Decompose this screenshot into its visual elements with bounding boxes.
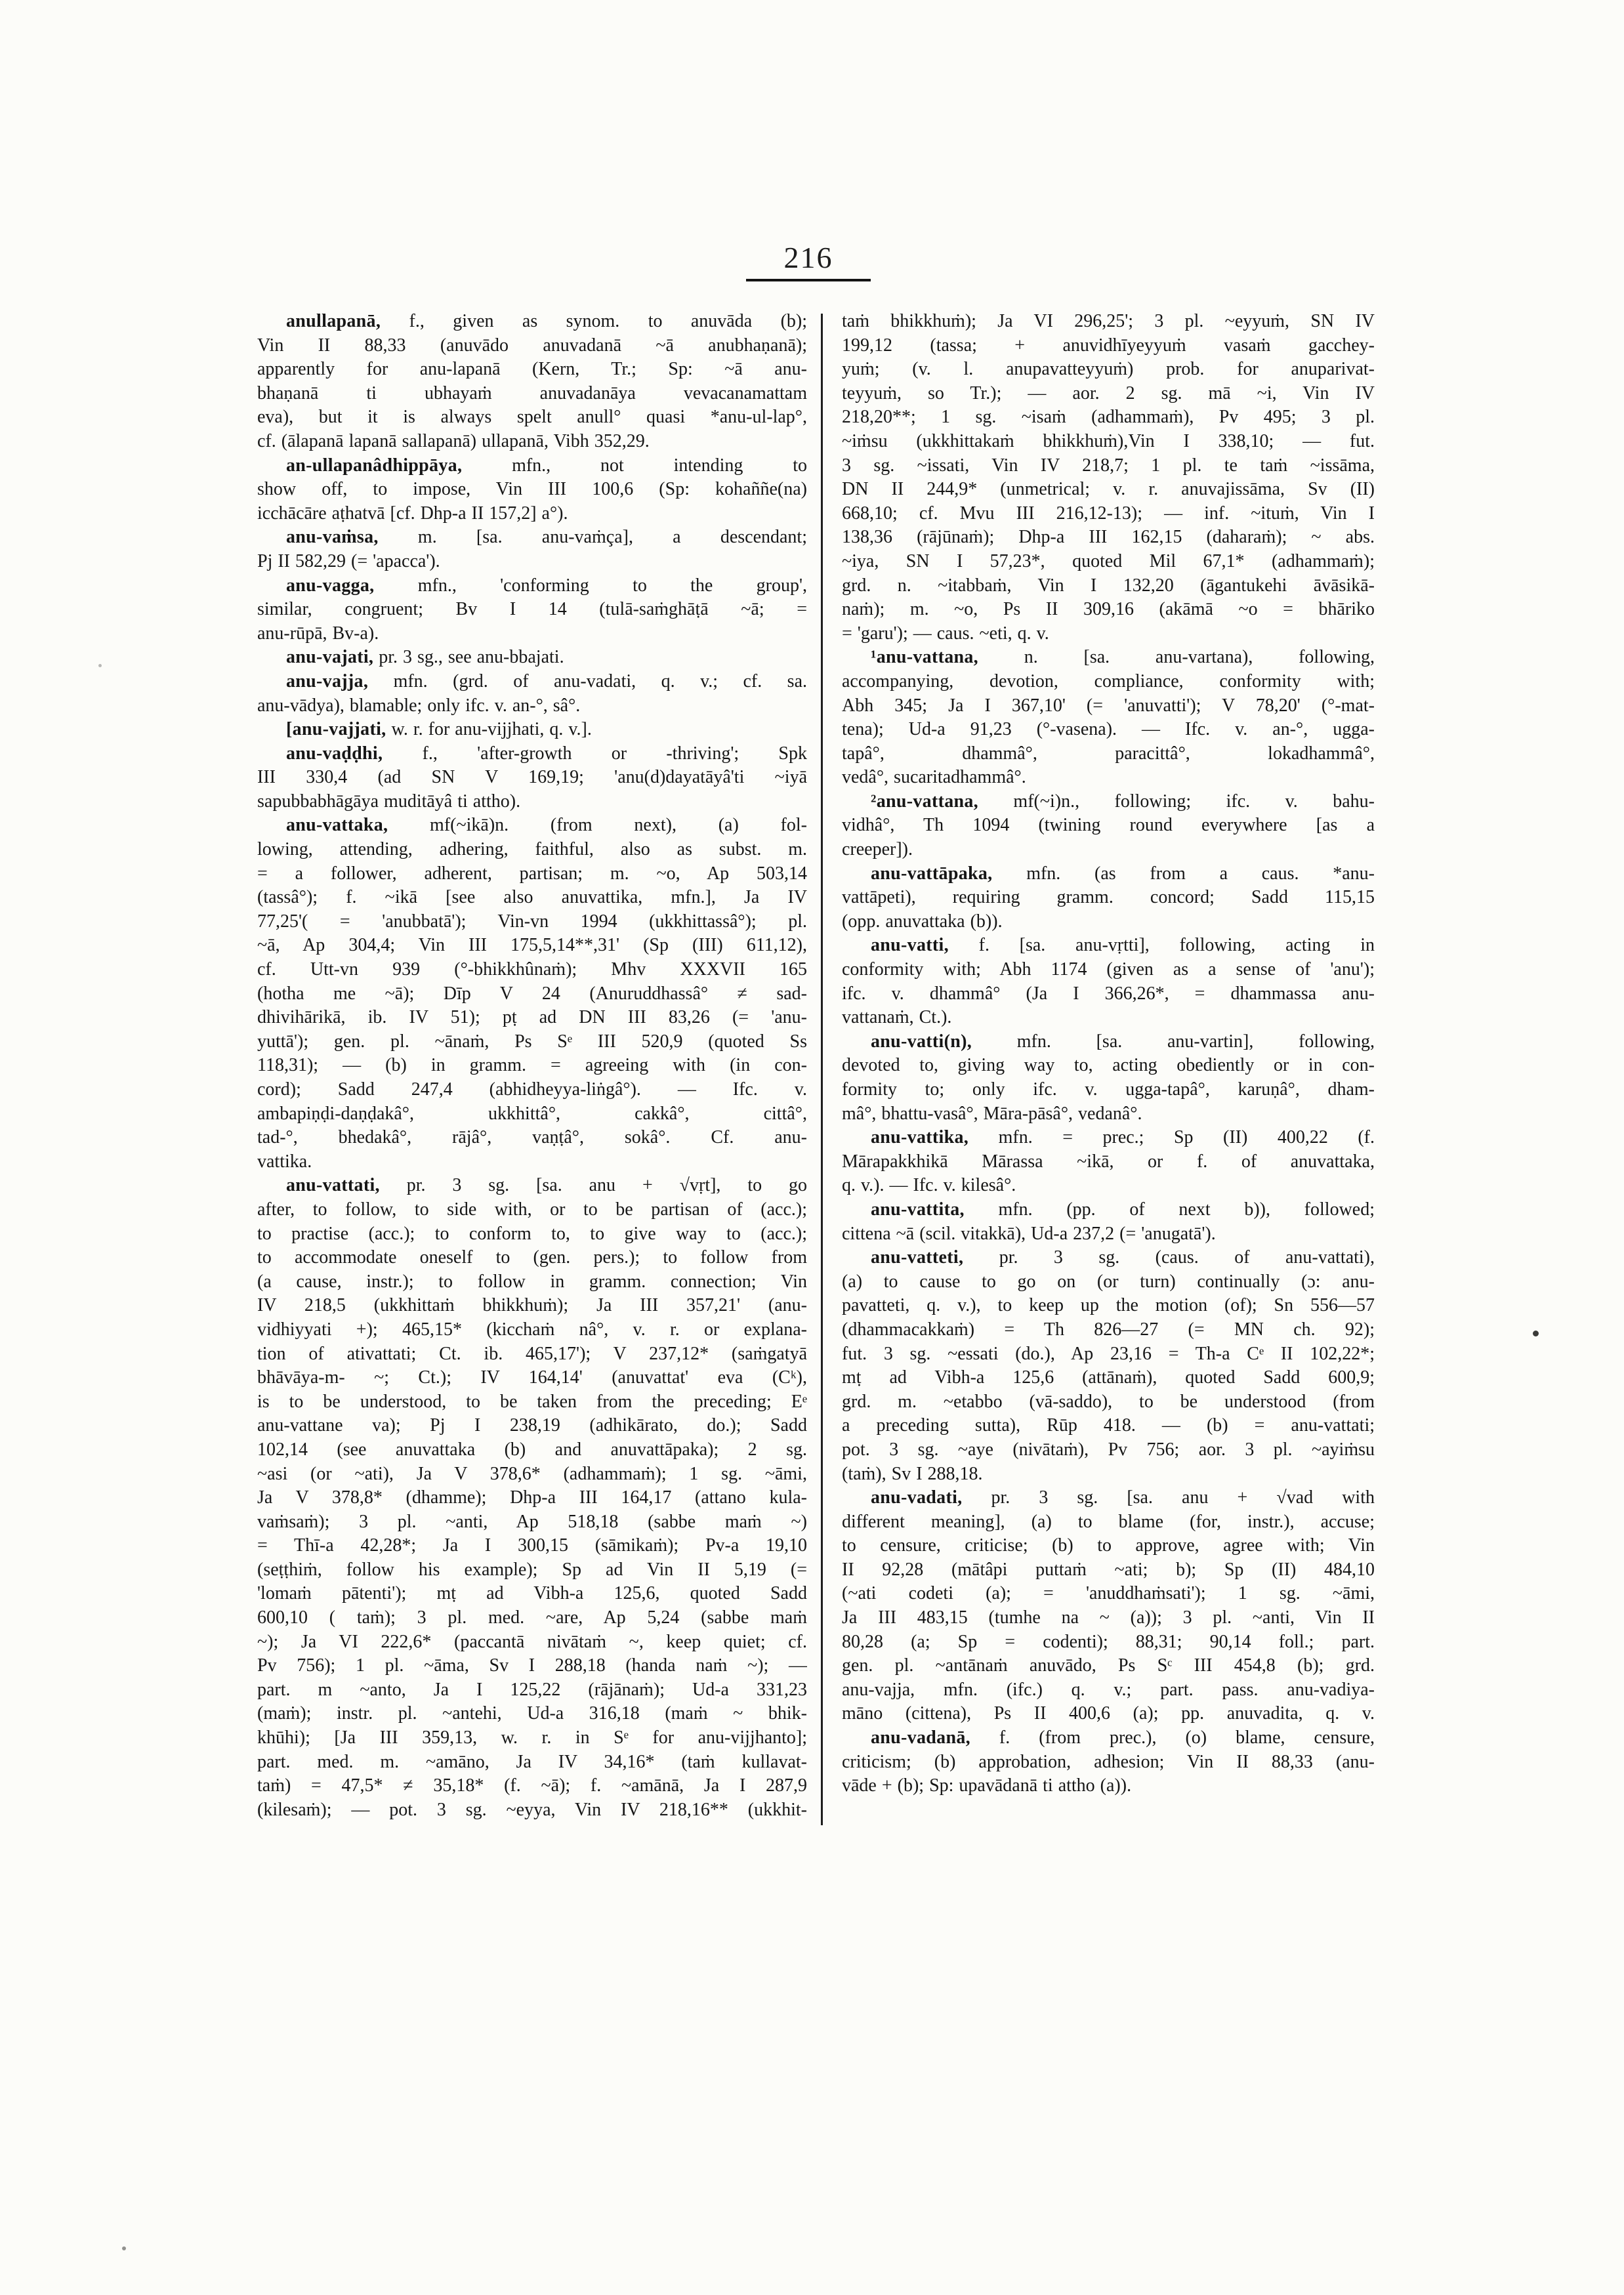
text-line: anu-vādya), blamable; only ifc. v. an-°, sâ°.: [257, 695, 581, 716]
text-line: tapâ°, dhammâ°, paracittâ°, lokadhammâ°,: [842, 743, 1375, 764]
text-line: Vin II 88,33 (anuvādo anuvadanā ~ā anubhaṇanā);: [257, 335, 807, 356]
text-line: ~iya, SN I 57,23*, quoted Mil 67,1* (adhammaṁ);: [842, 550, 1375, 571]
text-line: anu-rūpā, Bv-a).: [257, 623, 379, 644]
text-line: 138,36 (rājūnaṁ); Dhp-a III 162,15 (daharaṁ); ~ abs.: [842, 527, 1375, 548]
text-line: part. med. m. ~amāno, Ja IV 34,16* (taṁ kullavat-: [257, 1751, 807, 1772]
text-line: anu-vatti, f. [sa. anu-vṛtti], following, acting in: [871, 935, 1375, 956]
entry-headword: [anu-vajjati,: [286, 719, 386, 740]
text-line: (~ati codeti (a); = 'anuddhaṁsati'); 1 sg. ~āmi,: [842, 1583, 1375, 1604]
text-line: similar, congruent; Bv I 14 (tulā-saṁghāṭā ~ā; =: [257, 599, 807, 620]
text-line: grd. n. ~itabbaṁ, Vin I 132,20 (āgantukehi āvāsikā-: [842, 575, 1375, 596]
text-line: 668,10; cf. Mvu III 216,12-13); — inf. ~ituṁ, Vin I: [842, 503, 1375, 524]
text-line: vedâ°, sucaritadhammâ°.: [842, 767, 1026, 788]
text-line: 199,12 (tassa; + anuvidhīyeyyuṁ vasaṁ gacchey-: [842, 335, 1375, 356]
entry-headword: anu-vadanā,: [871, 1727, 970, 1748]
text-line: anu-vagga, mfn., 'conforming to the group',: [286, 575, 807, 596]
text-line: to accommodate oneself to (gen. pers.); to follow from: [257, 1247, 807, 1268]
entry-headword: anu-vattati,: [286, 1175, 380, 1196]
text-line: Pv 756); 1 pl. ~āma, Sv I 288,18 (handa naṁ ~); —: [257, 1655, 807, 1676]
text-line: anu-vattita, mfn. (pp. of next b)), followed;: [871, 1199, 1375, 1220]
text-line: ²anu-vattana, mf(~i)n., following; ifc. v. bahu-: [871, 791, 1375, 812]
text-line: is to be understood, to be taken from the preceding; Eᵉ: [257, 1391, 807, 1412]
left-column: [257, 310, 807, 1822]
text-line: (opp. anuvattaka (b)).: [842, 911, 1003, 932]
text-line: (dhammacakkaṁ) = Th 826—27 (= MN ch. 92);: [842, 1319, 1375, 1340]
text-line: = 'garu'); — caus. ~eti, q. v.: [842, 623, 1049, 644]
text-line: ¹anu-vattana, n. [sa. anu-vartana), following,: [871, 647, 1375, 668]
text-line: fut. 3 sg. ~essati (do.), Ap 23,16 = Th-a Cᵉ II 102,22*;: [842, 1343, 1375, 1364]
page-number-rule: [746, 279, 871, 281]
text-line: II 92,28 (mātâpi puttaṁ ~ati; b); Sp (II) 484,10: [842, 1559, 1375, 1580]
text-line: creeper]).: [842, 839, 913, 860]
text-line: 3 sg. ~issati, Vin IV 218,7; 1 pl. te taṁ ~issāma,: [842, 455, 1375, 476]
text-line: tena); Ud-a 91,23 (°-vasena). — Ifc. v. an-°, ugga-: [842, 719, 1375, 740]
scan-speck: [122, 2246, 126, 2250]
entry-headword: anu-vaṁsa,: [286, 527, 379, 548]
text-line: DN II 244,9* (unmetrical; v. r. anuvajissāma, Sv (II): [842, 479, 1375, 500]
entry-headword: anu-vadati,: [871, 1487, 963, 1508]
entry-headword: anu-vattāpaka,: [871, 863, 993, 884]
text-line: after, to follow, to side with, or to be partisan of (acc.);: [257, 1199, 807, 1220]
text-line: mṭ ad Vibh-a 125,6 (attānaṁ), quoted Sadd 600,9;: [842, 1367, 1375, 1388]
text-line: anu-vajati, pr. 3 sg., see anu-bbajati.: [286, 647, 564, 668]
text-line: bhāvāya-m- ~; Ct.); IV 164,14' (anuvattat' eva (Cᵏ),: [257, 1367, 807, 1388]
text-line: ifc. v. dhammâ° (Ja I 366,26*, = dhammassa anu-: [842, 983, 1375, 1004]
text-line: naṁ); m. ~o, Ps II 309,16 (akāmā ~o = bhāriko: [842, 599, 1375, 620]
text-line: yuttā'); gen. pl. ~ānaṁ, Ps Sᵉ III 520,9 (quoted Ss: [257, 1031, 807, 1052]
right-column: [842, 310, 1375, 1798]
text-line: lowing, attending, adhering, faithful, also as subst. m.: [257, 839, 807, 860]
text-line: cf. Utt-vn 939 (°-bhikkhûnaṁ); Mhv XXXVII 165: [257, 959, 807, 980]
text-line: anu-vajja, mfn. (grd. of anu-vadati, q. v.; cf. sa.: [286, 671, 807, 692]
text-line: (a) to cause to go on (or turn) continually (ɔ: anu-: [842, 1271, 1375, 1292]
entry-headword: anullapanā,: [286, 311, 381, 331]
text-line: 218,20**; 1 sg. ~isaṁ (adhammaṁ), Pv 495; 3 pl.: [842, 407, 1375, 428]
text-line: anu-vaṁsa, m. [sa. anu-vaṁça], a descendant;: [286, 527, 807, 548]
text-line: to censure, criticise; (b) to approve, agree with; Vin: [842, 1535, 1375, 1556]
text-line: Abh 345; Ja I 367,10' (= 'anuvatti'); V 78,20' (°-mat-: [842, 695, 1375, 716]
text-line: anu-vattati, pr. 3 sg. [sa. anu + √vṛt], to go: [286, 1175, 807, 1196]
entry-headword: anu-vattaka,: [286, 815, 388, 836]
scan-speck: [98, 664, 102, 667]
entry-headword: anu-vattika,: [871, 1127, 969, 1148]
text-line: 80,28 (a; Sp = codenti); 88,31; 90,14 foll.; part.: [842, 1631, 1375, 1652]
text-line: (taṁ), Sv I 288,18.: [842, 1463, 983, 1484]
entry-headword: anu-vattita,: [871, 1199, 965, 1220]
text-line: different meaning], (a) to blame (for, instr.), accuse;: [842, 1511, 1375, 1532]
text-line: mâ°, bhattu-vasâ°, Māra-pāsâ°, vedanâ°.: [842, 1103, 1142, 1124]
entry-headword: anu-vagga,: [286, 575, 375, 596]
text-line: vattika.: [257, 1151, 312, 1172]
entry-headword: anu-vajati,: [286, 647, 374, 668]
text-line: anu-vadanā, f. (from prec.), (o) blame, censure,: [871, 1727, 1375, 1748]
text-line: Pj II 582,29 (= 'apacca').: [257, 550, 440, 571]
text-line: to practise (acc.); to conform to, to give way to (acc.);: [257, 1223, 807, 1244]
text-line: ~); Ja VI 222,6* (paccantā nivātaṁ ~, keep quiet; cf.: [257, 1631, 807, 1652]
text-line: gen. pl. ~antānaṁ anuvādo, Ps Sᶜ III 454,8 (b); grd.: [842, 1655, 1375, 1676]
entry-headword: ¹anu-vattana,: [871, 647, 978, 668]
text-line: part. m ~anto, Ja I 125,22 (rājānaṁ); Ud-a 331,23: [257, 1679, 807, 1700]
text-line: yuṁ; (v. l. anupavatteyyuṁ) prob. for anuparivat-: [842, 359, 1375, 380]
text-line: dhivihārikā, ib. IV 51); pṭ ad DN III 83,26 (= 'anu-: [257, 1007, 807, 1028]
text-line: q. v.). — Ifc. v. kilesâ°.: [842, 1175, 1016, 1196]
text-line: taṁ) = 47,5* ≠ 35,18* (f. ~ā); f. ~amānā, Ja I 287,9: [257, 1775, 807, 1796]
text-line: 118,31); — (b) in gramm. = agreeing with (in con-: [257, 1055, 807, 1076]
scan-speck: [1533, 1331, 1539, 1336]
text-line: apparently for anu-lapanā (Kern, Tr.; Sp: ~ā anu-: [257, 359, 807, 380]
text-line: icchācāre aṭhatvā [cf. Dhp-a II 157,2] a°).: [257, 503, 568, 524]
text-line: anu-vattaka, mf(~ikā)n. (from next), (a) fol-: [286, 815, 807, 836]
text-line: pot. 3 sg. ~aye (nivātaṁ), Pv 756; aor. 3 pl. ~ayiṁsu: [842, 1439, 1375, 1460]
text-line: formity to; only ifc. v. ugga-tapâ°, karuṇâ°, dham-: [842, 1079, 1375, 1100]
text-line: taṁ bhikkhuṁ); Ja VI 296,25'; 3 pl. ~eyyuṁ, SN IV: [842, 311, 1375, 331]
text-line: (kilesaṁ); — pot. 3 sg. ~eyya, Vin IV 218,16** (ukkhit-: [257, 1799, 807, 1820]
text-line: (a cause, instr.); to follow in gramm. connection; Vin: [257, 1271, 807, 1292]
entry-headword: an-ullapanâdhippāya,: [286, 455, 463, 476]
text-line: anu-vattika, mfn. = prec.; Sp (II) 400,22 (f.: [871, 1127, 1375, 1148]
text-line: vidhiyyati +); 465,15* (kicchaṁ nâ°, v. r. or explana-: [257, 1319, 807, 1340]
text-line: anu-vattane va); Pj I 238,19 (adhikārato, do.); Sadd: [257, 1415, 807, 1436]
text-line: Ja V 378,8* (dhamme); Dhp-a III 164,17 (attano kula-: [257, 1487, 807, 1508]
entry-headword: anu-vatti,: [871, 935, 949, 956]
text-line: accompanying, devotion, compliance, conformity with;: [842, 671, 1375, 692]
text-line: ambapiṇḍi-daṇḍakâ°, ukkhittâ°, cakkâ°, cittâ°,: [257, 1103, 807, 1124]
text-line: anu-vattāpaka, mfn. (as from a caus. *anu-: [871, 863, 1375, 884]
text-line: ~iṁsu (ukkhittakaṁ bhikkhuṁ),Vin I 338,10; — fut.: [842, 430, 1375, 451]
text-line: teyyuṁ, so Tr.); — aor. 2 sg. mā ~i, Vin IV: [842, 382, 1375, 403]
text-line: khūhi); [Ja III 359,13, w. r. in Sᵉ for anu-vijjhanto];: [257, 1727, 807, 1748]
text-line: sapubbabhāgāya muditāyâ ti attho).: [257, 791, 521, 812]
text-line: conformity with; Abh 1174 (given as a sense of 'anu');: [842, 959, 1375, 980]
text-line: show off, to impose, Vin III 100,6 (Sp: kohaññe(na): [257, 479, 807, 500]
text-line: bhaṇanā ti ubhayaṁ anuvadanāya vevacanamattam: [257, 382, 807, 403]
text-line: ~ā, Ap 304,4; Vin III 175,5,14**,31' (Sp (III) 611,12),: [257, 935, 807, 956]
text-line: anu-vaḍḍhi, f., 'after-growth or -thriving'; Spk: [286, 743, 807, 764]
text-line: ~asi (or ~ati), Ja V 378,6* (adhammaṁ); 1 sg. ~āmi,: [257, 1463, 807, 1484]
text-line: māno (cittena), Ps II 400,6 (a); pp. anuvadita, q. v.: [842, 1703, 1375, 1724]
text-line: cittena ~ā (scil. vitakkā), Ud-a 237,2 (= 'anugatā').: [842, 1223, 1216, 1244]
text-line: pavatteti, q. v.), to keep up the motion (of); Sn 556—57: [842, 1295, 1375, 1316]
text-line: cord); Sadd 247,4 (abhidheyya-liṅgâ°). — Ifc. v.: [257, 1079, 807, 1100]
text-line: grd. m. ~etabbo (vā-saddo), to be understood (from: [842, 1391, 1375, 1412]
text-line: (hotha me ~ā); Dīp V 24 (Anuruddhassâ° ≠ sad-: [257, 983, 807, 1004]
entry-headword: anu-vajja,: [286, 671, 369, 692]
text-line: vattanaṁ, Ct.).: [842, 1007, 952, 1028]
text-line: Mārapakkhikā Mārassa ~ikā, or f. of anuvattaka,: [842, 1151, 1375, 1172]
text-line: vattāpeti), requiring gramm. concord; Sadd 115,15: [842, 887, 1375, 908]
text-line: vaṁsaṁ); 3 pl. ~anti, Ap 518,18 (sabbe maṁ ~): [257, 1511, 807, 1532]
text-line: devoted to, giving way to, acting obediently or in con-: [842, 1055, 1375, 1076]
text-line: = a follower, adherent, partisan; m. ~o, Ap 503,14: [257, 863, 807, 884]
text-line: criticism; (b) approbation, adhesion; Vin II 88,33 (anu-: [842, 1751, 1375, 1772]
entry-headword: anu-vatti(n),: [871, 1031, 972, 1052]
text-line: 600,10 ( taṁ); 3 pl. med. ~are, Ap 5,24 (sabbe maṁ: [257, 1607, 807, 1628]
column-divider: [821, 314, 823, 1825]
text-line: anu-vatti(n), mfn. [sa. anu-vartin], following,: [871, 1031, 1375, 1052]
text-line: III 330,4 (ad SN V 169,19; 'anu(d)dayatāyâ'ti ~iyā: [257, 767, 807, 788]
text-line: cf. (ālapanā lapanā sallapanā) ullapanā, Vibh 352,29.: [257, 430, 650, 451]
text-line: tad-°, bhedakâ°, rājâ°, vaṇṭâ°, sokâ°. Cf. anu-: [257, 1127, 807, 1148]
text-line: = Thī-a 42,28*; Ja I 300,15 (sāmikaṁ); Pv-a 19,10: [257, 1535, 807, 1556]
text-line: 77,25'( = 'anubbatā'); Vin-vn 1994 (ukkhittassâ°); pl.: [257, 911, 807, 932]
text-line: a preceding sutta), Rūp 418. — (b) = anu-vattati;: [842, 1415, 1375, 1436]
text-line: 102,14 (see anuvattaka (b) and anuvattāpaka); 2 sg.: [257, 1439, 807, 1460]
text-line: Ja III 483,15 (tumhe na ~ (a)); 3 pl. ~anti, Vin II: [842, 1607, 1375, 1628]
text-line: [anu-vajjati, w. r. for anu-vijjhati, q. v.].: [286, 719, 592, 740]
text-line: eva), but it is always spelt anull° quasi *anu-ul-lap°,: [257, 407, 807, 428]
text-line: (maṁ); instr. pl. ~antehi, Ud-a 316,18 (maṁ ~ bhik-: [257, 1703, 807, 1724]
text-line: anu-vadati, pr. 3 sg. [sa. anu + √vad with: [871, 1487, 1375, 1508]
entry-headword: anu-vaḍḍhi,: [286, 743, 383, 764]
text-line: 'lomaṁ pātenti'); mṭ ad Vibh-a 125,6, quoted Sadd: [257, 1583, 807, 1604]
entry-headword: anu-vatteti,: [871, 1247, 964, 1268]
text-line: vidhâ°, Th 1094 (twining round everywhere [as a: [842, 815, 1375, 836]
text-line: (tassâ°); f. ~ikā [see also anuvattika, mfn.], Ja IV: [257, 887, 807, 908]
text-line: anullapanā, f., given as synom. to anuvāda (b);: [286, 311, 807, 331]
text-line: vāde + (b); Sp: upavādanā ti attho (a)).: [842, 1775, 1132, 1796]
page-number: 216: [783, 241, 833, 274]
text-line: an-ullapanâdhippāya, mfn., not intending to: [286, 455, 807, 476]
text-line: tion of ativattati; Ct. ib. 465,17'); V 237,12* (saṁgatyā: [257, 1343, 807, 1364]
text-line: anu-vatteti, pr. 3 sg. (caus. of anu-vattati),: [871, 1247, 1375, 1268]
text-line: anu-vajja, mfn. (ifc.) q. v.; part. pass. anu-vadiya-: [842, 1679, 1375, 1700]
entry-headword: ²anu-vattana,: [871, 791, 978, 812]
text-line: (seṭṭhiṁ, follow his example); Sp ad Vin II 5,19 (=: [257, 1559, 807, 1580]
text-line: IV 218,5 (ukkhittaṁ bhikkhuṁ); Ja III 357,21' (anu-: [257, 1295, 807, 1316]
